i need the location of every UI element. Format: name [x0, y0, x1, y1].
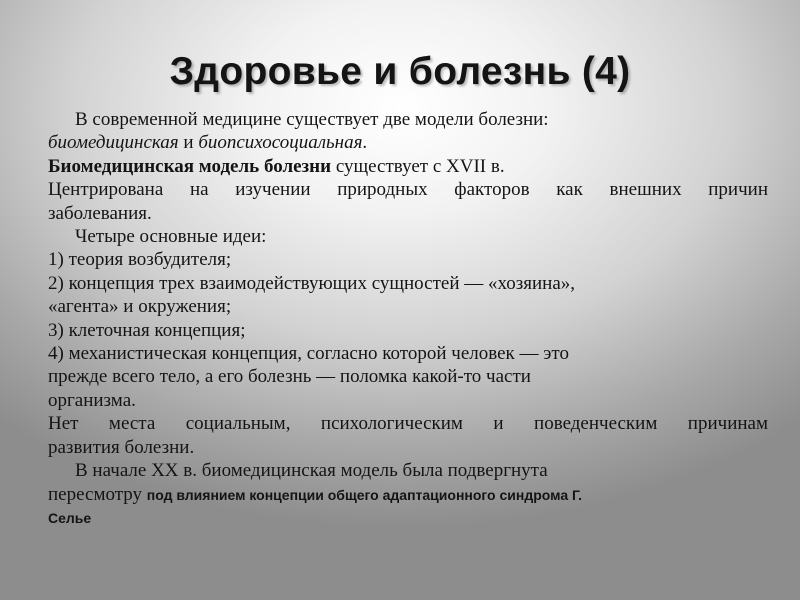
- xx-line-1: В начале XX в. биомедицинская модель была подвергнута: [75, 460, 548, 482]
- idea-line: прежде всего тело, а его болезнь — поломка какой-то части: [48, 366, 531, 388]
- slide-title: Здоровье и болезнь (4): [169, 50, 631, 93]
- idea-line: 3) клеточная концепция;: [48, 319, 246, 341]
- centered-line-1: Центрирована на изучении природных факторов как внешних причин: [48, 179, 768, 201]
- ideas-heading: Четыре основные идеи:: [75, 226, 267, 248]
- xx-line-2: [48, 483, 774, 507]
- model-biopsychosocial: биопсихосоциальная: [198, 132, 363, 154]
- idea-line: 4) механистическая концепция, согласно которой человек — это: [48, 343, 569, 365]
- no-place-line-2: развития болезни.: [48, 436, 195, 458]
- idea-line: «агента» и окружения;: [48, 296, 232, 318]
- model-biomedical: биомедицинская: [48, 132, 179, 154]
- intro-line-1: В современной медицине существует две модели болезни:: [75, 109, 549, 130]
- intro-dot: .: [362, 132, 368, 154]
- biomed-rest: существует с XVII в.: [331, 155, 505, 177]
- idea-line: 2) концепция трех взаимодействующих сущностей — «хозяина»,: [48, 272, 576, 294]
- centered-line-2: заболевания.: [48, 202, 152, 224]
- xx-small: под влиянием концепции общего адаптационного синдрома Г.: [146, 486, 583, 503]
- slide-body: [48, 108, 774, 530]
- xx-main: пересмотру: [48, 483, 147, 505]
- intro-line-2: [48, 131, 774, 154]
- idea-line: 1) теория возбудителя;: [48, 249, 232, 271]
- xx-line-3: Селье: [48, 509, 92, 526]
- and-text: и: [178, 132, 199, 154]
- no-place-line-1: Нет места социальным, психологическим и поведенческим причинам: [48, 413, 768, 435]
- biomed-line: [48, 155, 774, 178]
- idea-line: организма.: [48, 389, 136, 411]
- biomed-bold: Биомедицинская модель болезни: [48, 155, 332, 177]
